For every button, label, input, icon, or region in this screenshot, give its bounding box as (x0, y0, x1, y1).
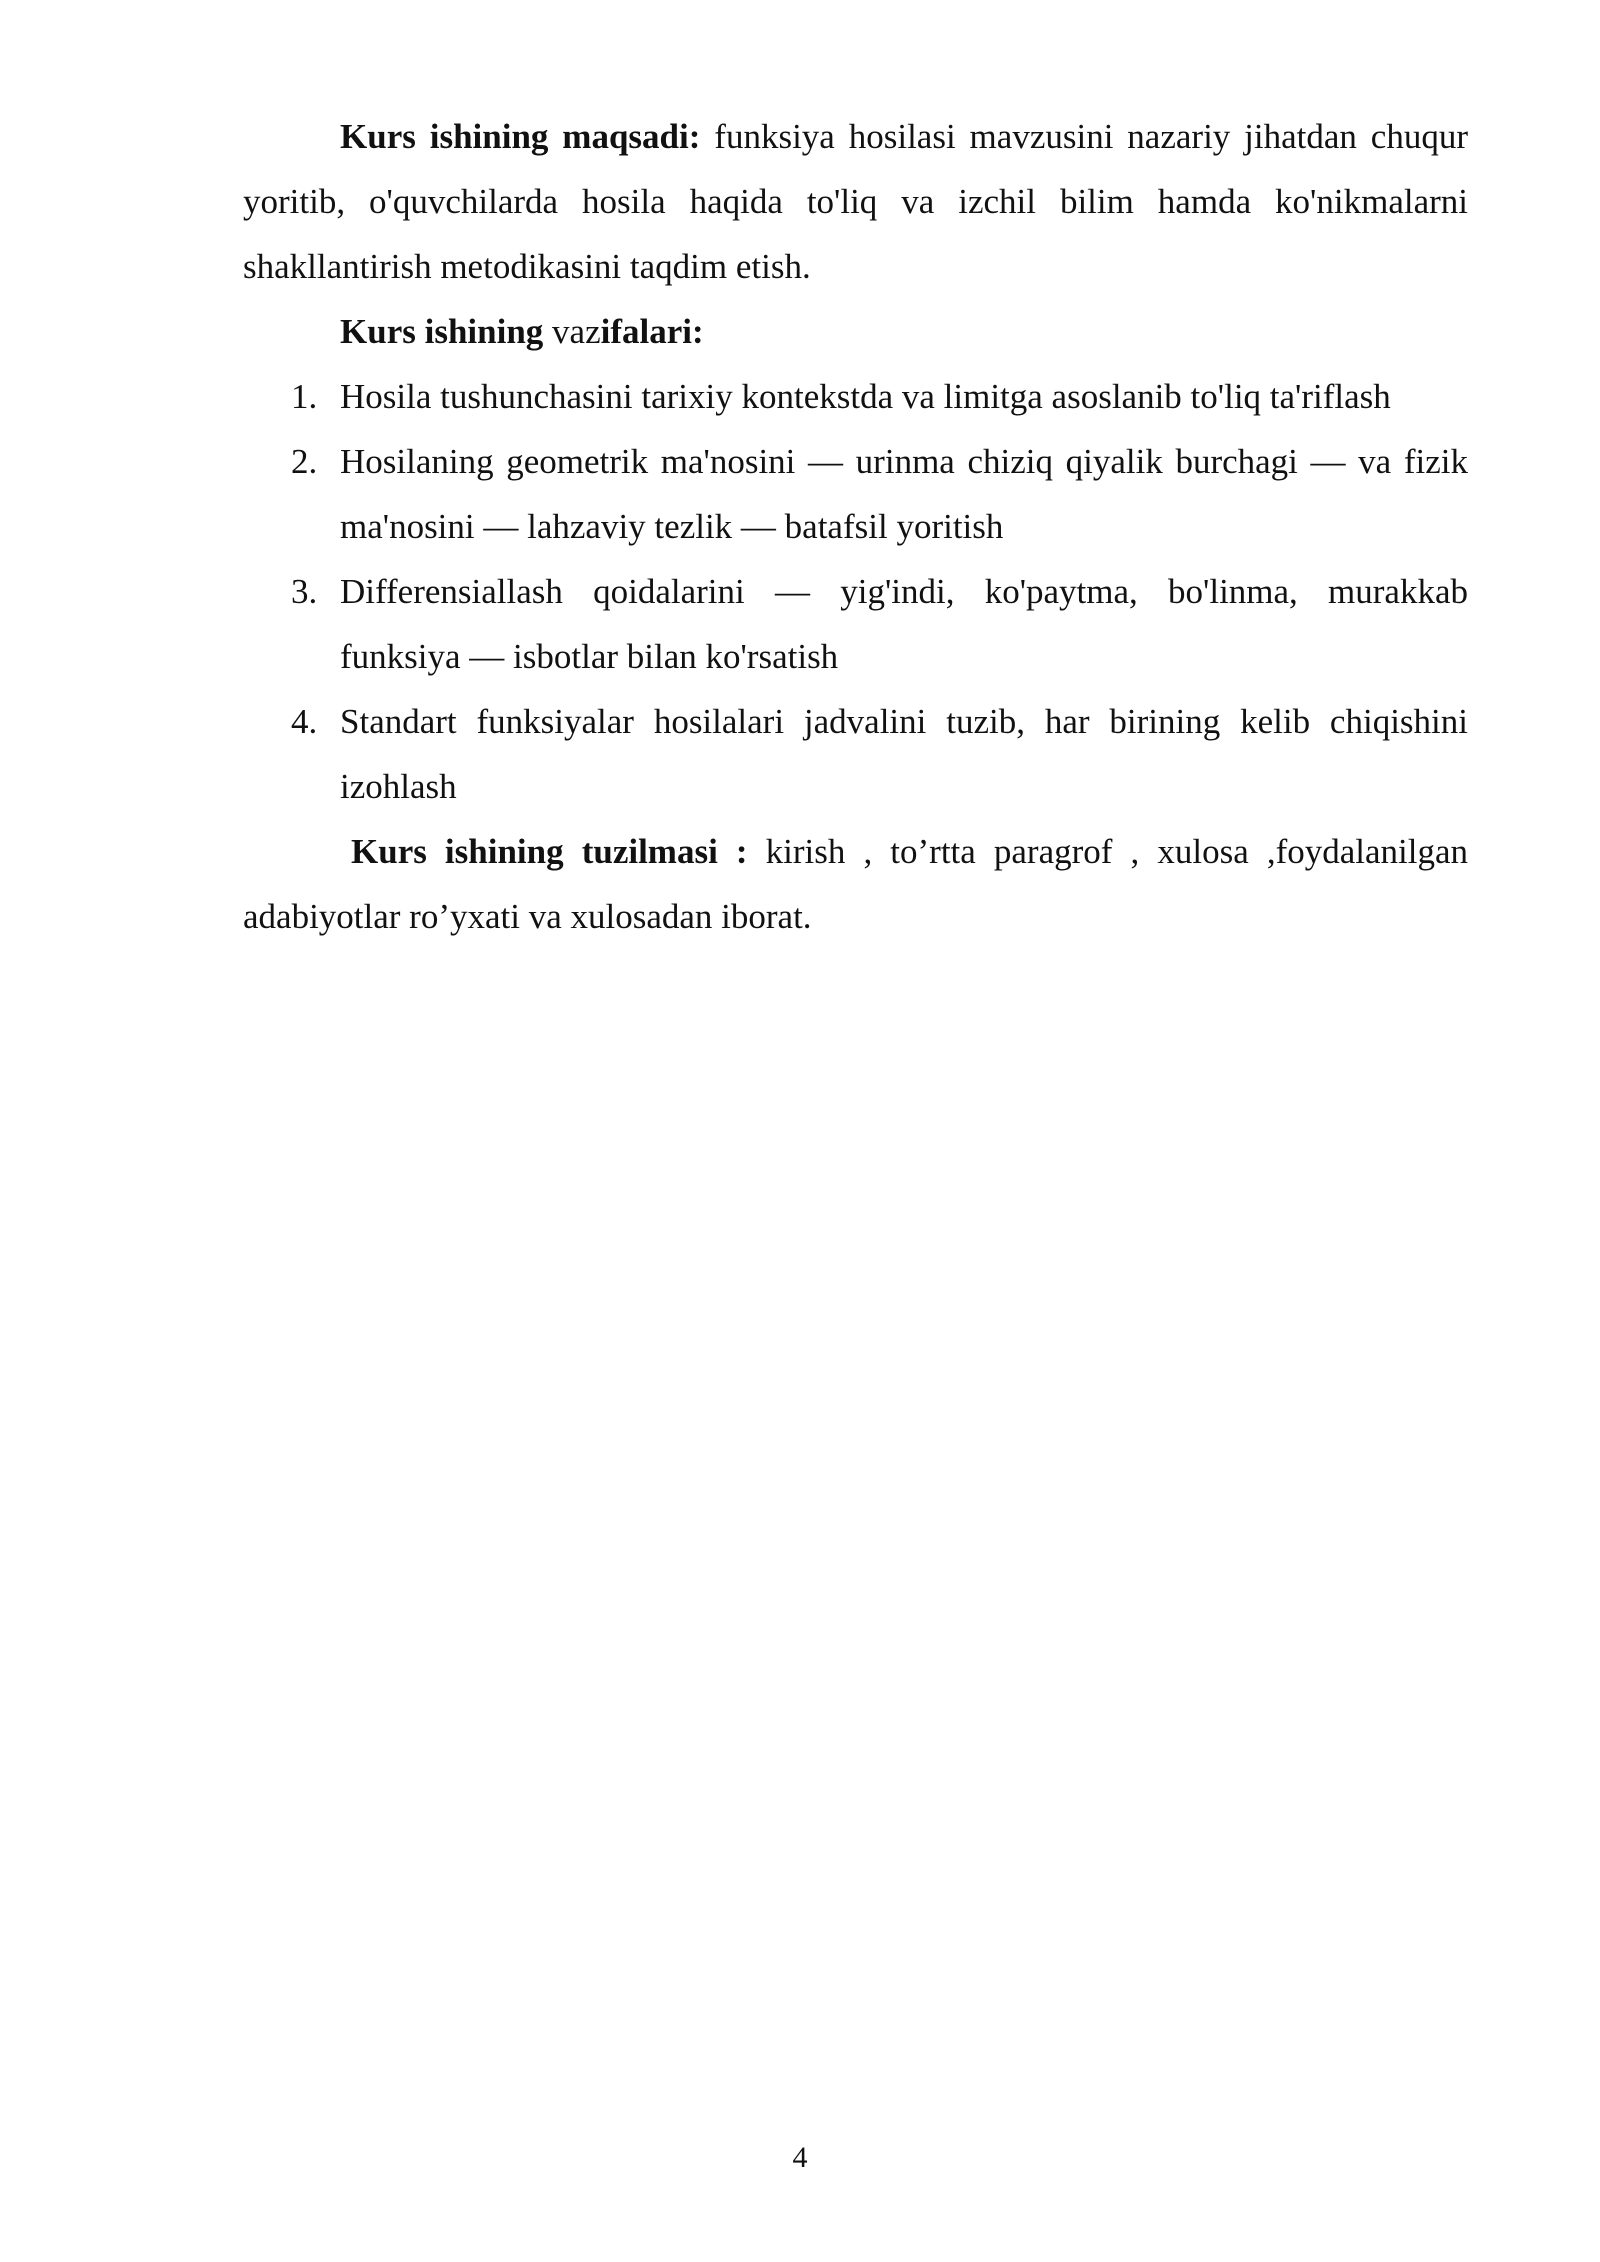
tasks-list (243, 364, 1468, 819)
structure-text: kirish , to’rtta paragrof , xulosa ,foydalanilgan adabiyotlar ro’yxati va xulosadan iborat. (243, 832, 1469, 936)
page-number: 4 (792, 2141, 808, 2174)
task-number: 2. (291, 442, 318, 481)
task-item-2 (243, 429, 1468, 559)
tasks-heading-part3: ifalari: (600, 312, 704, 351)
purpose-label: Kurs ishining maqsadi: (340, 117, 701, 156)
task-text: Hosila tushunchasini tarixiy kontekstda va limitga asoslanib to'liq ta'riflash (340, 377, 1391, 416)
task-number: 1. (291, 377, 318, 416)
task-text: Standart funksiyalar hosilalari jadvalini tuzib, har birining kelib chiqishini izohlash (340, 702, 1468, 806)
task-item-3 (243, 559, 1468, 689)
purpose-paragraph (243, 104, 1468, 299)
tasks-heading (243, 299, 1468, 364)
tasks-heading-part1: Kurs ishining (340, 312, 544, 351)
task-text: Differensiallash qoidalarini — yig'indi, ko'paytma, bo'linma, murakkab funksiya — isbotlar bilan ko'rsatish (340, 572, 1468, 676)
structure-paragraph (243, 819, 1468, 949)
page-content (243, 104, 1468, 949)
tasks-heading-part2: vaz (552, 312, 601, 351)
structure-label: Kurs ishining tuzilmasi : (351, 832, 748, 871)
task-item-4 (243, 689, 1468, 819)
task-number: 4. (291, 702, 318, 741)
task-text: Hosilaning geometrik ma'nosini — urinma chiziq qiyalik burchagi — va fizik ma'nosini — lahzaviy tezlik — batafsil yoritish (340, 442, 1468, 546)
purpose-text: funksiya hosilasi mavzusini nazariy jihatdan chuqur yoritib, o'quvchilarda hosila haqida to'liq va izchil bilim hamda ko'nikmalarni shakllantirish metodikasini taqdim etish. (243, 117, 1468, 286)
task-item-1 (243, 364, 1468, 429)
task-number: 3. (291, 572, 318, 611)
